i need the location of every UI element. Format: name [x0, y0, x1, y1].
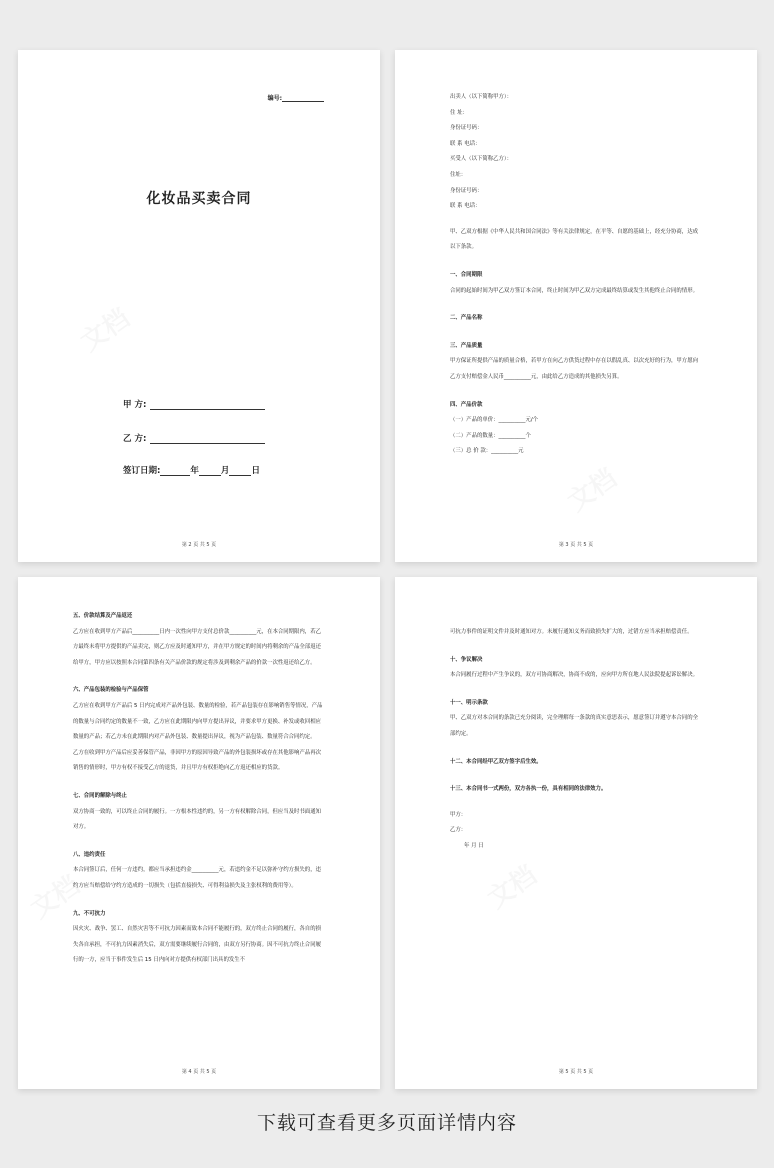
- price-line: （一）产品的单价：__________元/个: [450, 417, 539, 424]
- section-body: 双方协商一致的，可以终止合同的履行。一方根本性违约的，另一方有权解除合同，但应当及时书面通知对方。: [73, 808, 321, 831]
- signature-b: 乙方：: [450, 827, 467, 834]
- party-info-line: 住址：: [450, 171, 467, 178]
- section-body: 本合同履行过程中产生争议的，双方可协商解决，协商不成的，应向甲方所在地人民法院提起诉讼解决。: [450, 672, 698, 679]
- section-body: 乙方应在收到甲方产品后__________日内一次性向甲方支付总价款__________元，在本合同期限内，若乙方最终未将甲方提供的产品卖完，则乙方应及时通知甲方，并在甲方规定的时间内将剩余的产品全部返还给甲方，甲方应以按照本合同第四条有关产品价款的规定将涉及到剩余产品的价款一次性返还给乙方。: [73, 628, 321, 666]
- section-heading: 十二、本合同经甲乙双方签字后生效。: [450, 758, 542, 765]
- party-info-line: 联 系 电话：: [450, 140, 481, 147]
- section-heading: 七、合同的解除与终止: [73, 792, 127, 799]
- section-heading: 五、价款结算及产品返还: [73, 613, 133, 619]
- party-a-field: [123, 398, 265, 410]
- sign-date-field: [123, 464, 260, 476]
- section-body: 甲方保证所提供产品的质量合格，若甲方在向乙方供货过程中存在以假乱真、以次充好的行为，甲方愿向乙方支付赔偿金人民币__________元，由此给乙方造成的其他损失另算。: [450, 358, 698, 380]
- page-content: [450, 90, 702, 460]
- party-info-line: 身份证号码：: [450, 125, 483, 132]
- section-heading: 八、违约责任: [73, 851, 106, 858]
- section-heading: 三、产品质量: [450, 342, 483, 349]
- watermark: [479, 855, 543, 915]
- section-heading: 二、产品名称: [450, 315, 483, 322]
- party-info-line: 出卖人（以下简称甲方）：: [450, 94, 512, 100]
- month-label: 月: [220, 466, 230, 476]
- watermark: [72, 298, 136, 358]
- section-heading: 一、合同期限: [450, 271, 483, 278]
- contract-number-label: 编号:: [267, 95, 282, 102]
- section-body: 乙方在收到甲方产品后应妥善保管产品，非因甲方的原因导致产品的外包装损坏或存在其他影响产品再次销售的情形时，甲方有权不接受乙方的退货，并且甲方有权拒绝向乙方返还相应的货款。: [73, 749, 321, 772]
- party-info-line: 身份证号码：: [450, 187, 483, 194]
- page-footer: 第 2 页 共 5 页: [181, 542, 217, 548]
- page-content: [73, 609, 325, 969]
- document-page-5: [395, 577, 757, 1089]
- party-info-line: 联 系 电话：: [450, 203, 481, 210]
- price-line: （三）总 价 款：__________元: [450, 448, 524, 455]
- document-page-cover: [18, 50, 380, 562]
- document-page-3: [395, 50, 757, 562]
- sign-date-label: 签订日期:: [123, 466, 161, 476]
- section-heading: 九、不可抗力: [73, 910, 106, 917]
- section-heading: 四、产品价款: [450, 401, 483, 408]
- section-body: 可抗力事件的证明文件并及时通知对方。未履行通知义务而致损失扩大的，过错方应当承担赔偿责任。: [450, 629, 693, 635]
- section-body: 乙方应在收到甲方产品后 5 日内完成对产品外包装、数量的检验，若产品包装存在影响销售等情况，产品的数量与合同约定的数量不一致，乙方应在此期限内向甲方提出异议，并要求甲方更换、补发或收回相应数量的产品；若乙方未在此期限内对产品外包装、数量提出异议，视为产品包装、数量符合合同约定。: [73, 702, 323, 741]
- signature-date: 年 月 日: [464, 842, 484, 849]
- signature-a: 甲方：: [450, 811, 467, 818]
- page-footer: 第 5 页 共 5 页: [558, 1069, 594, 1075]
- party-b-label: 乙 方:: [123, 434, 147, 444]
- page-footer: 第 3 页 共 5 页: [558, 542, 594, 548]
- party-a-label: 甲 方:: [123, 400, 147, 410]
- page-footer: 第 4 页 共 5 页: [181, 1069, 217, 1075]
- contract-number: [268, 93, 324, 102]
- contract-title: 化妆品买卖合同: [146, 191, 252, 207]
- year-label: 年: [190, 466, 199, 476]
- watermark: [559, 458, 623, 518]
- document-page-4: [18, 577, 380, 1089]
- price-line: （二）产品的数量：__________个: [450, 432, 531, 439]
- section-body: 本合同签订后，任何一方违约，都应当承担违约金__________元，若违约金不足以弥补守约方损失的，违约方应当赔偿给守约方造成的一切损失（包括直接损失、可得利益损失及主张权利的费用等）。: [73, 867, 321, 889]
- party-info-line: 住 址：: [450, 109, 468, 116]
- section-body: 因火灾、战争、罢工、自然灾害等不可抗力因素而致本合同不能履行的，双方终止合同的履行，各自的损失各自承担，不可抗力因素消失后，双方需要继续履行合同的，由双方另行协商。因不可抗力终止合同履行的一方，应当于事件发生后 15 日内向对方提供有权部门出具的发生不: [73, 926, 321, 964]
- section-heading: 十、争议解决: [450, 656, 483, 663]
- download-caption: 下载可查看更多页面详情内容: [256, 1112, 517, 1134]
- section-heading: 十一、明示条款: [450, 699, 488, 706]
- party-info-line: 买受人（以下简称乙方）：: [450, 156, 512, 163]
- party-b-field: [123, 432, 265, 444]
- section-body: 甲、乙双方对本合同的条款已充分阅读，完全理解每一条款的真实意思表示，愿意签订并遵守本合同的全部约定。: [450, 715, 698, 737]
- day-label: 日: [251, 466, 260, 476]
- intro-paragraph: 甲、乙双方根据《中华人民共和国合同法》等有关法律规定，在平等、自愿的基础上，经充分协商，达成以下条款。: [450, 228, 698, 251]
- section-body: 合同的起始时间为甲乙双方签订本合同，终止时间为甲乙双方完成最终结算或发生其他终止合同的情形。: [450, 287, 698, 294]
- page-content: [450, 625, 702, 855]
- section-heading: 六、产品包装的检验与产品保管: [73, 687, 149, 694]
- section-heading: 十三、本合同书一式两份，双方各执一份，具有相同的法律效力。: [450, 786, 607, 793]
